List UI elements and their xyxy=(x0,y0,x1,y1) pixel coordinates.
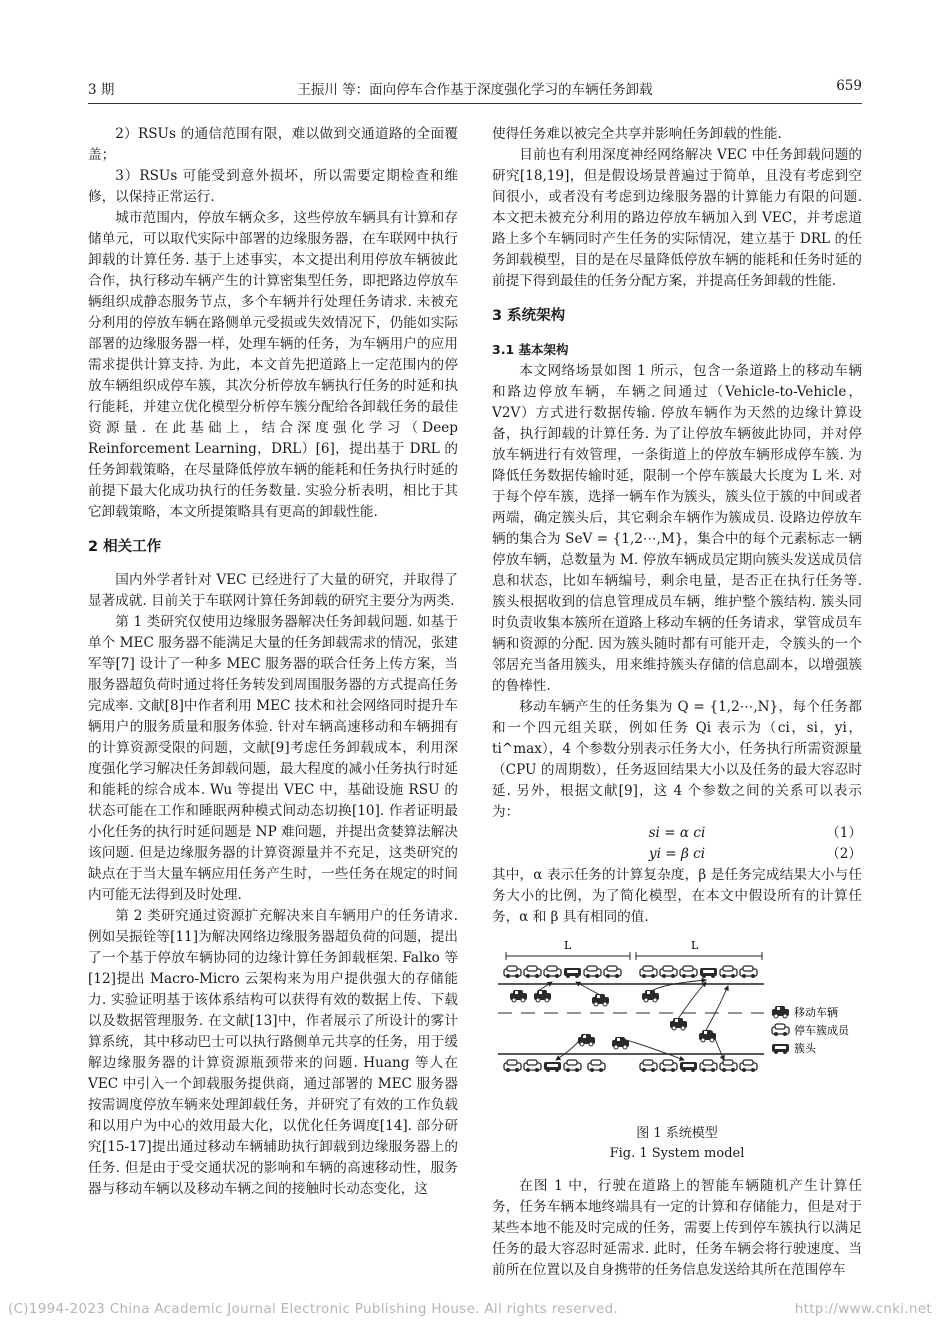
right-column xyxy=(492,124,862,1281)
paragraph: 第 2 类研究通过资源扩充解决来自车辆用户的任务请求. 例如吴振铨等[11]为解决网络边缘服务器超负荷的问题，提出了一个基于停放车辆协同的边缘计算任务卸载框架. Falko 等[12]提出 Macro-Micro 云架构来为用户提供强大的存储能力. 实验证明基于该体系结构可以获得有效的数据上传、下载以及数据管理服务. 在文献[13]中，作者展示了所设计的雾计算系统，其中移动巴士可以执行路侧单元共享的任务，用于缓解边缘服务器的计算资源瓶颈带来的问题. Huang 等人在 VEC 中引入一个卸载服务提供商，通过部署的 MEC 服务器按需调度停放车辆来处理卸载任务，并研究了有效的工作负载和以用户为中心的效用最大化，以优化任务调度[14]. 部分研究[15-17]提出通过移动车辆辅助执行卸载到边缘服务器上的任务. 但是由于受交通状况的影响和车辆的高速移动性，服务器与移动车辆以及移动车辆之间的接触时长动态变化，这 xyxy=(88,908,458,1197)
running-title: 王振川 等：面向停车合作基于深度强化学习的车辆任务卸载 xyxy=(297,82,653,98)
cnki-link[interactable]: http://www.cnki.net xyxy=(794,1301,932,1317)
figure-caption-cn: 图 1 系统模型 xyxy=(636,1126,718,1141)
section-heading: 2 相关工作 xyxy=(88,539,162,555)
parked-row-top xyxy=(504,966,757,978)
equation-body: si = α ci xyxy=(648,825,706,841)
paragraph: 城市范围内，停放车辆众多，这些停放车辆具有计算和存储单元，可以取代实际中部署的边缘服务器，在车联网中执行卸载的计算任务. 基于上述事实，本文提出利用停放车辆彼此合作，执行移动车辆产生的计算密集型任务，即把路边停放车辆组织成静态服务节点，多个车辆并行处理任务请求. 未被充分利用的停放车辆在路侧单元受损或失效情况下，仍能如实际部署的边缘服务器一样，处理车辆的任务，为车辆用户的应用需求提供计算支持. 为此，本文首先把道路上一定范围内的停放车辆组织成停车簇，其次分析停放车辆执行任务的时延和执行能耗，并建立优化模型分析停车簇分配给各卸载任务的最佳资源量. 在此基础上，结合深度强化学习（Deep Reinforcement Learning，DRL）[6]，提出基于 DRL 的任务卸载策略，在尽量降低停放车辆的能耗和任务执行时延的前提下最大化成功执行的任务数量. 实验分析表明，相比于其它卸载策略，本文所提策略具有更高的卸载性能. xyxy=(88,210,458,520)
equation-number: （1） xyxy=(826,825,862,841)
equation-2 xyxy=(492,844,862,865)
paragraph: 本文网络场景如图 1 所示，包含一条道路上的移动车辆和路边停放车辆，车辆之间通过（Vehicle-to-Vehicle，V2V）方式进行数据传输. 停放车辆作为天然的边缘计算设备，执行卸载的计算任务. 为了让停放车辆彼此协同，并对停放车辆进行有效管理，一条街道上的停放车辆形成停车簇. 为降低任务数据传输时延，限制一个停车簇最大长度为 L 米. 对于每个停车簇，选择一辆车作为簇头，簇头位于簇的中间或者两端，确定簇头后，其它剩余车辆作为簇成员. 设路边停放车辆的集合为 SeV = {1,2⋯,M}，集合中的每个元素标志一辆停放车辆，总数量为 M. 停放车辆成员定期向簇头发送成员信息和状态，比如车辆编号，剩余电量，是否正在执行任务等. 簇头根据收到的信息管理成员车辆，维护整个簇结构. 簇头同时负责收集本簇所在道路上移动车辆的任务请求，掌管成员车辆和资源的分配. 因为簇头随时都有可能开走，令簇头的一个邻居充当备用簇头，用来维持簇头存储的信息副本，以增强簇的鲁棒性. xyxy=(492,363,862,694)
paragraph: 国内外学者针对 VEC 已经进行了大量的研究，并取得了显著成就. 目前关于车联网计算任务卸载的研究主要分为两类. xyxy=(88,572,458,609)
legend-member-label: 停车簇成员 xyxy=(794,1024,849,1037)
copyright-text: (C)1994-2023 China Academic Journal Electronic Publishing House. All rights reserved. xyxy=(8,1301,619,1317)
figure-caption-en: Fig. 1 System model xyxy=(609,1146,745,1161)
paragraph: 在图 1 中，行驶在道路上的智能车辆随机产生计算任务，任务车辆本地终端具有一定的计算和存储能力，但是对于某些本地不能及时完成的任务，需要上传到停车簇执行以满足任务的最大容忍时延需求. 此时，任务车辆会将行驶速度、当前所在位置以及自身携带的任务信息发送给其所在范围停车 xyxy=(492,1178,862,1278)
legend-head-label: 簇头 xyxy=(794,1042,816,1055)
system-model-diagram xyxy=(492,934,862,1124)
parked-row-bottom xyxy=(504,1060,757,1072)
legend-member-icon xyxy=(772,1024,789,1036)
paragraph: 目前也有利用深度神经网络解决 VEC 中任务卸载问题的研究[18,19]，但是假设场景普遍过于简单，且没有考虑到空间很小，或者没有考虑到边缘服务器的计算能力有限的问题. 本文把未被充分利用的路边停放车辆加入到 VEC，并考虑道路上多个车辆同时产生任务的实际情况，建立基于 DRL 的任务卸载模型，目的是在尽量降低停放车辆的能耗和任务时延的前提下得到最佳的任务分配方案，并提高任务卸载的性能. xyxy=(492,147,862,289)
running-header xyxy=(88,78,862,100)
moving-vehicles-top-lane xyxy=(510,990,659,1006)
paragraph: 3）RSUs 可能受到意外损坏，所以需要定期检查和维修，以保持正常运行. xyxy=(88,168,458,205)
section-heading: 3 系统架构 xyxy=(492,308,566,324)
issue-number: 3 期 xyxy=(88,82,115,98)
left-column xyxy=(88,124,458,1200)
segment-label-l2: L xyxy=(691,939,699,952)
legend-moving-label: 移动车辆 xyxy=(794,1006,838,1019)
subsection-heading: 3.1 基本架构 xyxy=(492,342,569,357)
equation-body: yi = β ci xyxy=(648,846,706,862)
moving-vehicles-bottom-lane xyxy=(578,1018,716,1049)
paragraph: 2）RSUs 的通信范围有限，难以做到交通道路的全面覆盖； xyxy=(88,126,458,163)
header-rule xyxy=(88,103,862,104)
page-number: 659 xyxy=(836,78,862,94)
legend-head-icon xyxy=(772,1044,789,1054)
legend xyxy=(772,1005,850,1055)
equation-number: （2） xyxy=(826,846,862,862)
segment-label-l1: L xyxy=(564,939,572,952)
paragraph: 其中，α 表示任务的计算复杂度，β 是任务完成结果大小与任务大小的比例，为了简化模型，在本文中假设所有的计算任务，α 和 β 具有相同的值. xyxy=(492,867,862,925)
figure-system-model xyxy=(492,934,862,1124)
equation-1 xyxy=(492,823,862,844)
offload-arrows xyxy=(538,980,728,1060)
paragraph: 第 1 类研究仅使用边缘服务器解决任务卸载问题. 如基于单个 MEC 服务器不能满足大量的任务卸载需求的情况，张建军等[7] 设计了一种多 MEC 服务器的联合任务上传方案，当服务器超负荷时通过将任务转发到周围服务器的方式提高任务完成率. 文献[8]中作者利用 MEC 技术和社会网络同时提升车辆用户的服务质量和服务体验. 针对车辆高速移动和车辆拥有的计算资源受限的问题，文献[9]考虑任务卸载成本，利用深度强化学习解决任务卸载问题，最大程度的减小任务执行时延和能耗的综合成本. Wu 等提出 VEC 中，基础设施 RSU 的状态可能在工作和睡眠两种模式间动态切换[10]. 作者证明最小化任务的执行时延问题是 NP 难问题，并提出贪婪算法解决该问题. 但是边缘服务器的计算资源量并不充足，这类研究的缺点在于当大量车辆应用任务产生时，一些任务在规定的时间内可能无法得到及时处理. xyxy=(88,614,458,903)
legend-moving-icon xyxy=(772,1006,789,1018)
paragraph: 移动车辆产生的任务集为 Q = {1,2⋯,N}，每个任务都和一个四元组关联，例如任务 Qi 表示为（ci，si，yi，ti^max），4 个参数分别表示任务大小，任务执行所需资源量（CPU 的周期数），任务返回结果大小以及任务的最大容忍时延. 另外，根据文献[9]，这 4 个参数之间的关系可以表示为： xyxy=(492,699,862,820)
paragraph: 使得任务难以被完全共享并影响任务卸载的性能. xyxy=(492,126,782,142)
